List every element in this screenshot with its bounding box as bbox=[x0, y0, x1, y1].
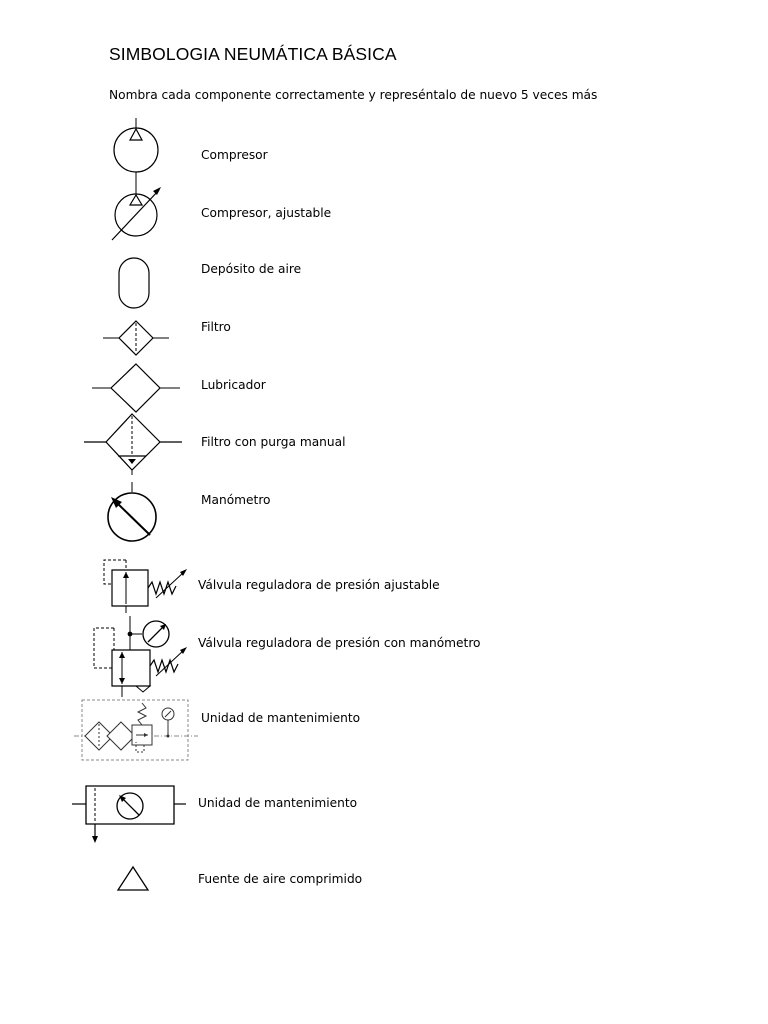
component-label: Lubricador bbox=[201, 378, 266, 392]
maintenance-unit-detailed-icon bbox=[74, 698, 198, 764]
adjustable-pressure-regulator-icon bbox=[100, 558, 192, 614]
document-title: SIMBOLOGIA NEUMÁTICA BÁSICA bbox=[109, 44, 397, 64]
adjustable-compressor-icon bbox=[108, 184, 168, 244]
component-label: Unidad de mantenimiento bbox=[198, 796, 358, 810]
component-label: Filtro con purga manual bbox=[201, 435, 346, 449]
component-label: Válvula reguladora de presión ajustable bbox=[198, 578, 440, 592]
pressure-regulator-with-gauge-icon bbox=[90, 614, 192, 698]
component-label: Válvula reguladora de presión con manómetro bbox=[198, 636, 481, 650]
compressed-air-source-icon bbox=[116, 866, 150, 892]
component-label: Manómetro bbox=[201, 493, 271, 507]
component-label: Depósito de aire bbox=[201, 262, 302, 276]
air-tank-icon bbox=[118, 256, 152, 312]
lubricator-icon bbox=[92, 363, 180, 413]
component-label: Fuente de aire comprimido bbox=[198, 872, 363, 886]
filter-icon bbox=[103, 320, 169, 356]
filter-manual-drain-icon bbox=[84, 412, 182, 476]
compressor-icon bbox=[108, 118, 164, 188]
pressure-gauge-icon bbox=[104, 482, 160, 548]
component-label: Compresor, ajustable bbox=[201, 206, 332, 220]
component-label: Filtro bbox=[201, 320, 231, 334]
maintenance-unit-simplified-icon bbox=[72, 782, 186, 844]
instruction-text: Nombra cada componente correctamente y represéntalo de nuevo 5 veces más bbox=[109, 88, 598, 102]
component-label: Compresor bbox=[201, 148, 268, 162]
component-label: Unidad de mantenimiento bbox=[201, 711, 361, 725]
